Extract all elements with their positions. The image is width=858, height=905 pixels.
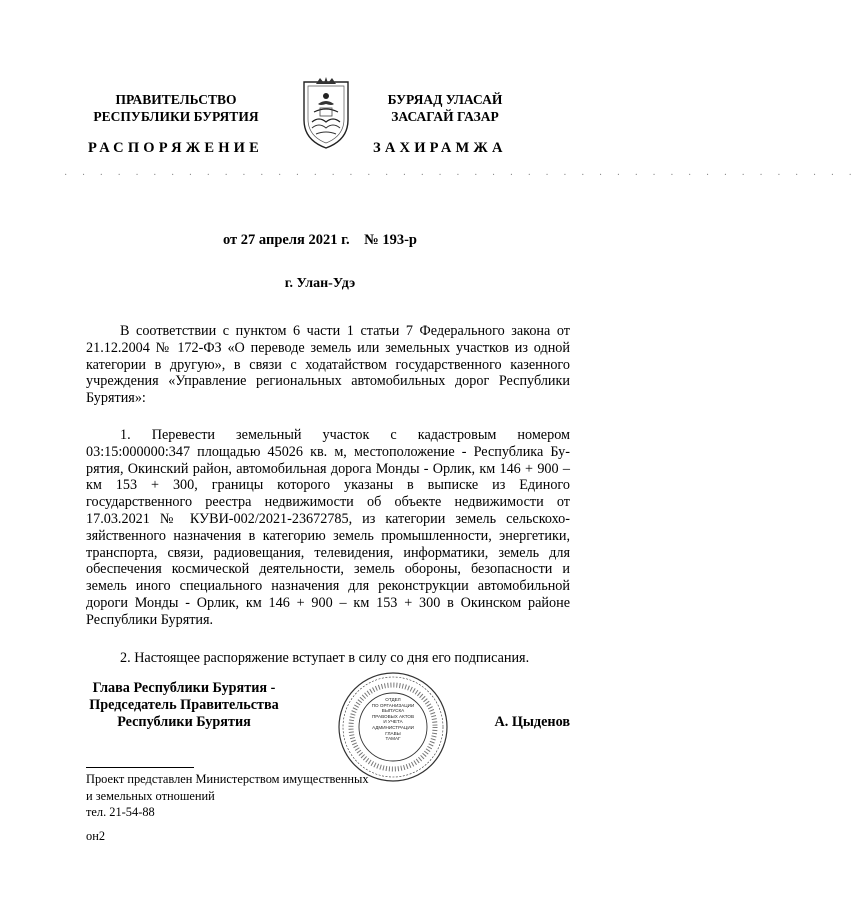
coat-of-arms-icon bbox=[298, 76, 354, 152]
city: г. Улан-Удэ bbox=[284, 276, 356, 291]
footer-note bbox=[86, 771, 416, 821]
stamp-line6: АДМИНИСТРАЦИИ bbox=[372, 724, 414, 730]
stamp-line8: ТАМАГ bbox=[385, 736, 401, 742]
preamble-paragraph: В соответствии с пунктом 6 части 1 статьи 7 Федерального закона от 21.12.2004 № 172-ФЗ «О переводе земель или земельных участков из одной категории в другую», в связи с ходатайством государственного казенного учреждения «Управление региональных автомобильных дорог Республики Бурятия»: bbox=[86, 323, 570, 407]
stamp-line3: ВЫПУСКА bbox=[381, 708, 405, 714]
header-left-line2: РЕСПУБЛИКИ БУРЯТИЯ bbox=[93, 109, 259, 124]
doc-type-right: ЗАХИРАМЖА bbox=[373, 140, 507, 156]
signature-title-line1: Глава Республики Бурятия - bbox=[92, 680, 276, 696]
doc-type-left: РАСПОРЯЖЕНИЕ bbox=[88, 140, 264, 156]
footer-line2: и земельных отношений bbox=[86, 788, 215, 803]
signature-title-line2: Председатель Правительства bbox=[89, 697, 279, 713]
item-1-paragraph: 1. Перевести земельный участок с кадастровым номером 03:15:000000:347 площадью 45026 кв. м, местоположение - Республика Бурятия, Окинский район, автомобильная дорога Монды - Орлик, км 146 + 900 – км 153 + 300, границы которого указаны в выписке из Единого государственного реестра недвижимости об объекте недвижимости от 17.03.2021 № КУВИ-002/2021-23672785, из категории земель сельскохозяйственного назначения в категорию земель промышленности, энергетики, транспорта, связи, радиовещания, телевидения, информатики, земель для обеспечения космической деятельности, земель обороны, безопасности и земель иного специального назначения для реконструкции автомобильной дороги Монды - Орлик, км 146 + 900 – км 153 + 300 в Окинском районе Республики Бурятия. bbox=[86, 427, 570, 628]
stamp-line4: ПРАВОВЫХ АКТОВ bbox=[371, 713, 415, 719]
stamp-line7: ГЛАВЫ bbox=[385, 730, 401, 736]
item-2-paragraph: 2. Настоящее распоряжение вступает в силу со дня его подписания. bbox=[120, 650, 530, 666]
header-right-line2: ЗАСАГАЙ ГАЗАР bbox=[391, 109, 499, 124]
signatory-name: А. Цыденов bbox=[494, 714, 570, 730]
header-left-line1: ПРАВИТЕЛЬСТВО bbox=[115, 92, 237, 107]
footer-divider bbox=[86, 767, 194, 768]
date-number: от 27 апреля 2021 г. № 193-р bbox=[223, 232, 417, 248]
stamp-line5: И УЧЕТА bbox=[383, 719, 403, 725]
stamp-text bbox=[365, 697, 421, 742]
footer-code: он2 bbox=[86, 829, 106, 843]
stamp-line1: ОТДЕЛ bbox=[385, 697, 401, 702]
signature-title bbox=[86, 680, 282, 731]
header-left bbox=[86, 91, 266, 125]
stamp-line2: ПО ОРГАНИЗАЦИИ bbox=[371, 702, 415, 708]
header-right-line1: БУРЯАД УЛАСАЙ bbox=[387, 92, 503, 107]
footer-line3: тел. 21-54-88 bbox=[86, 805, 155, 819]
dotted-separator: · · · · · · · · · · · · · · · · · · · · · · · · · · · · · · · · · · · · · · · · · · · · · bbox=[64, 170, 858, 181]
signature-title-line3: Республики Бурятия bbox=[117, 714, 251, 730]
footer-line1: Проект представлен Министерством имущественных bbox=[86, 772, 369, 786]
header-right bbox=[370, 91, 520, 125]
official-stamp bbox=[337, 671, 449, 783]
